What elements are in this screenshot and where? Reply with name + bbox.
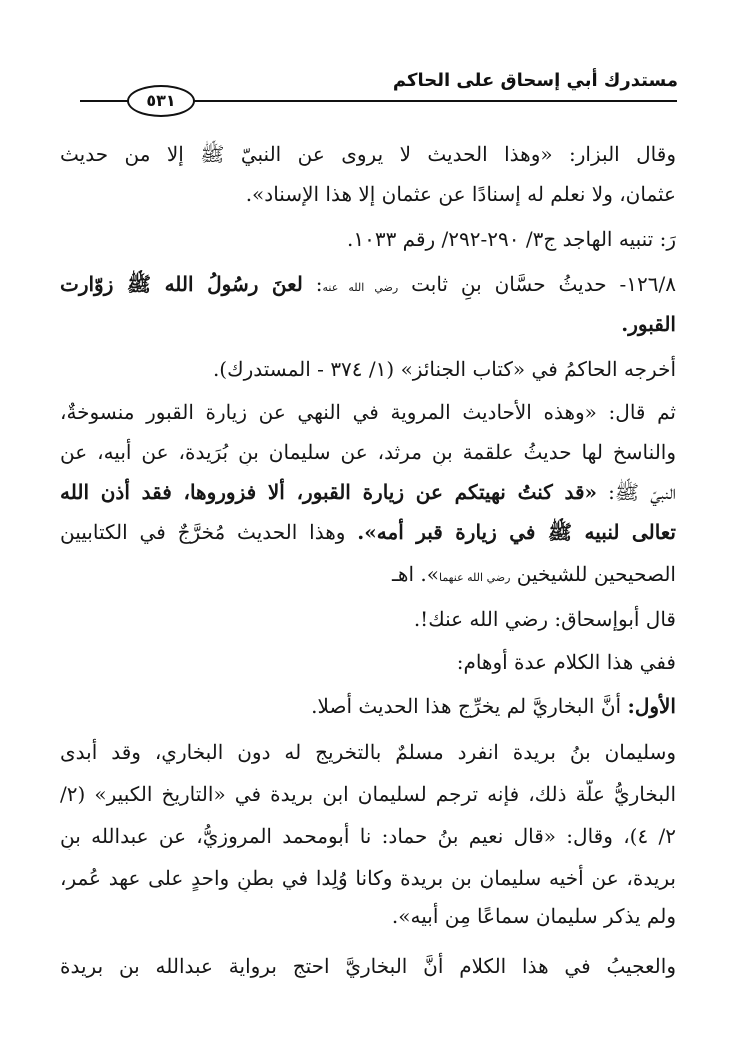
quoted-hadith-cont: تعالى لنبيه ﷺ في زيارة قبر أمه». — [357, 520, 676, 544]
hadith-text: لعنَ رسُولُ الله ﷺ زوّارت — [60, 272, 303, 296]
text-line-19: ولم يذكر سليمان سماعًا مِن أبيه». — [391, 904, 676, 928]
text-line-7: ثم قال: «وهذه الأحاديث المروية في النهي عن زيارة القبور منسوخةٌ، — [60, 400, 676, 424]
hadith-text-cont: القبور. — [621, 312, 676, 336]
point-label: الأول: — [627, 694, 676, 718]
text-line-14 — [60, 692, 676, 720]
text-line-9 — [60, 478, 676, 506]
text-span: ». اهـ — [392, 562, 439, 586]
colon: : — [302, 272, 323, 296]
text-line-12: قال أبوإسحاق: رضي الله عنك!. — [413, 607, 676, 631]
text-line-1: وقال البزار: «وهذا الحديث لا يروى عن النبيّ ﷺ إلا من حديث — [60, 142, 676, 166]
text-line-15: وسليمان بنُ بريدة انفرد مسلمٌ بالتخريج له دون البخاري، وقد أبدى — [60, 740, 676, 764]
hadith-number-text: ١٢٦/٨- حديثُ حسَّان بنِ ثابت — [398, 272, 676, 296]
text-span: أنَّ البخاريَّ لم يخرِّج هذا الحديث أصلا. — [311, 694, 628, 718]
reference-line: رَ: تنبيه الهاجد ج٣/ ٢٩٠-٢٩٢/ رقم ١٠٣٣. — [346, 227, 676, 251]
text-line-13: ففي هذا الكلام عدة أوهام: — [456, 650, 676, 674]
hadith-heading — [60, 270, 676, 302]
text-line-8: والناسخ لها حديثُ علقمة بنِ مرثد، عن سليمان بنِ بُرَيدة، عن أبيه، عن — [60, 440, 676, 464]
running-title: مستدرك أبي إسحاق على الحاكم — [392, 70, 678, 91]
text-line-20: والعجيبُ في هذا الكلام أنَّ البخاريَّ احتج برواية عبدالله بن بريدة — [60, 954, 676, 978]
text-line-18: بريدة، عن أخيه سليمان بن بريدة وكانا وُلِدا في بطنٍ واحدٍ على عهد عُمر، — [60, 866, 676, 890]
text-line-2: عثمان، ولا نعلم له إسنادًا عن عثمان إلا هذا الإسناد». — [245, 182, 676, 206]
honorific-ligature: رضي الله عنهما — [438, 571, 511, 584]
text-span: الصحيحين للشيخين — [510, 562, 676, 586]
text-line-11 — [60, 560, 676, 592]
text-span: النبيّ ﷺ: — [597, 480, 676, 504]
page-number: ٥٣١ — [127, 85, 195, 117]
quoted-hadith: «قد كنتُ نهيتكم عن زيارة القبور، ألا فزوروها، فقد أذن الله — [60, 480, 598, 504]
text-line-10 — [60, 518, 676, 546]
text-line-17: ٢/ ٤)، وقال: «قال نعيم بنُ حماد: نا أبومحمد المروزيُّ، عن عبدالله بنِ — [60, 824, 676, 848]
text-line-6: أخرجه الحاكمُ في «كتاب الجنائز» (١/ ٣٧٤ - المستدرك). — [212, 357, 676, 381]
honorific-ligature: رضي الله عنه — [322, 281, 399, 294]
text-line-16: البخاريُّ علّة ذلك، فإنه ترجم لسليمان ابن بريدة في «التاريخ الكبير» (٢/ — [60, 782, 676, 806]
text-span: وهذا الحديث مُخرَّجٌ في الكتابيين — [60, 520, 358, 544]
